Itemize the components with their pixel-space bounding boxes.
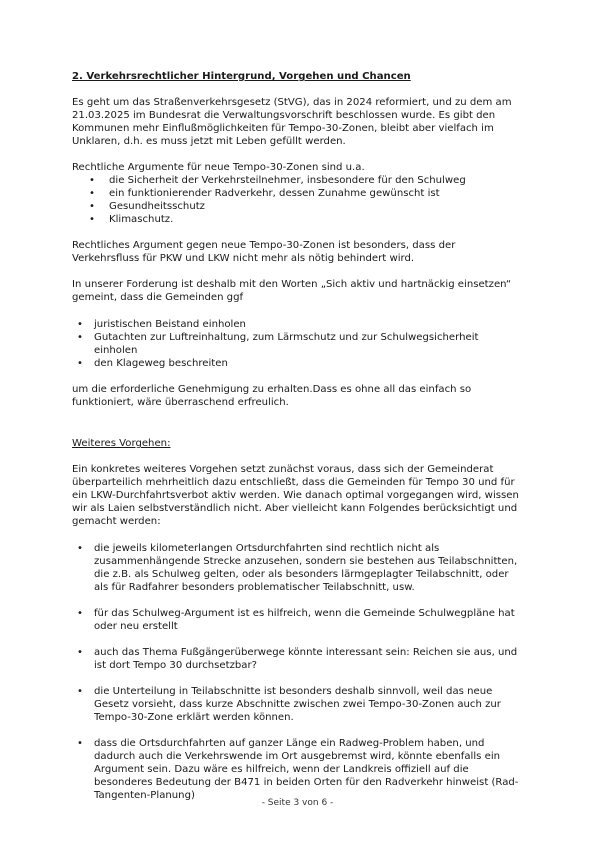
- list-item: • juristischen Beistand einholen: [77, 319, 246, 330]
- next-steps-list: [72, 542, 524, 802]
- bullet-icon: •: [77, 608, 83, 619]
- list-item: • auch das Thema Fußgängerüberwege könnte interessant sein: Reichen sie aus, und ist dort Tempo 30 durchsetzbar?: [77, 647, 518, 671]
- demand-lead: In unserer Forderung ist deshalb mit den Worten „Sich aktiv und hartnäckig einsetzen“ gemeint, dass die Gemeinden ggf: [72, 279, 512, 303]
- bullet-icon: •: [77, 358, 83, 369]
- demand-tail-paragraph: um die erforderliche Genehmigung zu erhalten.Dass es ohne all das einfach so funktioniert, wäre überraschend erfreulich.: [72, 384, 472, 408]
- bullet-icon: •: [77, 686, 83, 697]
- list-item: • den Klageweg beschreiten: [77, 358, 228, 369]
- bullet-icon: •: [77, 647, 83, 658]
- bullet-icon: •: [77, 319, 83, 330]
- list-item: • dass die Ortsdurchfahrten auf ganzer Länge ein Radweg-Problem haben, und dadurch auch die Verkehrswende im Ort ausgebremst wird, könnte ebenfalls ein Argument sein. Dazu wäre es hilfreich, wenn der Landkreis offiziell auf die besonderes Bedeutung der B471 in beiden Orten für den Radverkehr hinweist (Rad-Tangenten-Planung): [77, 738, 519, 801]
- list-item: • ein funktionierender Radverkehr, dessen Zunahme gewünscht ist: [89, 188, 440, 199]
- arguments-list: [72, 174, 524, 226]
- list-item: • die jeweils kilometerlangen Ortsdurchfahrten sind rechtlich nicht als zusammenhängende Strecke anzusehen, sondern sie bestehen aus Teilabschnitten, die z.B. als Schulweg gelten, oder als besonders lärmgeplagter Teilabschnitt, oder als für Radfahrer besonders problematischer Teilabschnitt, usw.: [77, 543, 518, 593]
- list-item: • Gesundheitsschutz: [89, 201, 205, 212]
- document-page: [72, 70, 524, 815]
- bullet-icon: •: [77, 332, 83, 343]
- list-item: • für das Schulweg-Argument ist es hilfreich, wenn die Gemeinde Schulwegpläne hat oder neu erstellt: [77, 608, 515, 632]
- bullet-icon: •: [89, 201, 95, 212]
- next-steps-heading: Weiteres Vorgehen:: [72, 438, 171, 449]
- bullet-icon: •: [89, 188, 95, 199]
- bullet-icon: •: [77, 738, 83, 749]
- demand-list: [72, 318, 524, 370]
- arguments-lead: Rechtliche Argumente für neue Tempo-30-Zonen sind u.a.: [72, 162, 365, 173]
- list-item: • Klimaschutz.: [89, 214, 174, 225]
- next-steps-intro: Ein konkretes weiteres Vorgehen setzt zunächst voraus, dass sich der Gemeinderat überparteilich mehrheitlich dazu entschließt, dass die Gemeinden für Tempo 30 und für ein LKW-Durchfahrtsverbot aktiv werden. Wie danach optimal vorgegangen wird, wissen wir als Laien selbstverständlich nicht. Aber vielleicht kann Folgendes berücksichtigt und gemacht werden:: [72, 464, 519, 527]
- list-item: • die Sicherheit der Verkehrsteilnehmer, insbesondere für den Schulweg: [89, 175, 466, 186]
- bullet-icon: •: [89, 214, 95, 225]
- bullet-icon: •: [77, 543, 83, 554]
- page-number-footer: - Seite 3 von 6 -: [261, 798, 334, 808]
- counter-argument-paragraph: Rechtliches Argument gegen neue Tempo-30-Zonen ist besonders, dass der Verkehrsfluss für PKW und LKW nicht mehr als nötig behindert wird.: [72, 240, 456, 264]
- intro-paragraph: Es geht um das Straßenverkehrsgesetz (StVG), das in 2024 reformiert, und zu dem am 21.03.2025 im Bundesrat die Verwaltungsvorschrift beschlossen wurde. Es gibt den Kommunen mehr Einflußmöglichkeiten für Tempo-30-Zonen, bleibt aber vielfach im Unklaren, d.h. es muss jetzt mit Leben gefüllt werden.: [72, 97, 512, 147]
- list-item: • Gutachten zur Luftreinhaltung, zum Lärmschutz und zur Schulwegsicherheit einholen: [77, 332, 479, 356]
- list-item: • die Unterteilung in Teilabschnitte ist besonders deshalb sinnvoll, weil das neue Gesetz vorsieht, dass kurze Abschnitte zwischen zwei Tempo-30-Zonen auch zur Tempo-30-Zone erklärt werden können.: [77, 686, 501, 723]
- bullet-icon: •: [89, 175, 95, 186]
- section-heading: 2. Verkehrsrechtlicher Hintergrund, Vorgehen und Chancen: [72, 71, 411, 82]
